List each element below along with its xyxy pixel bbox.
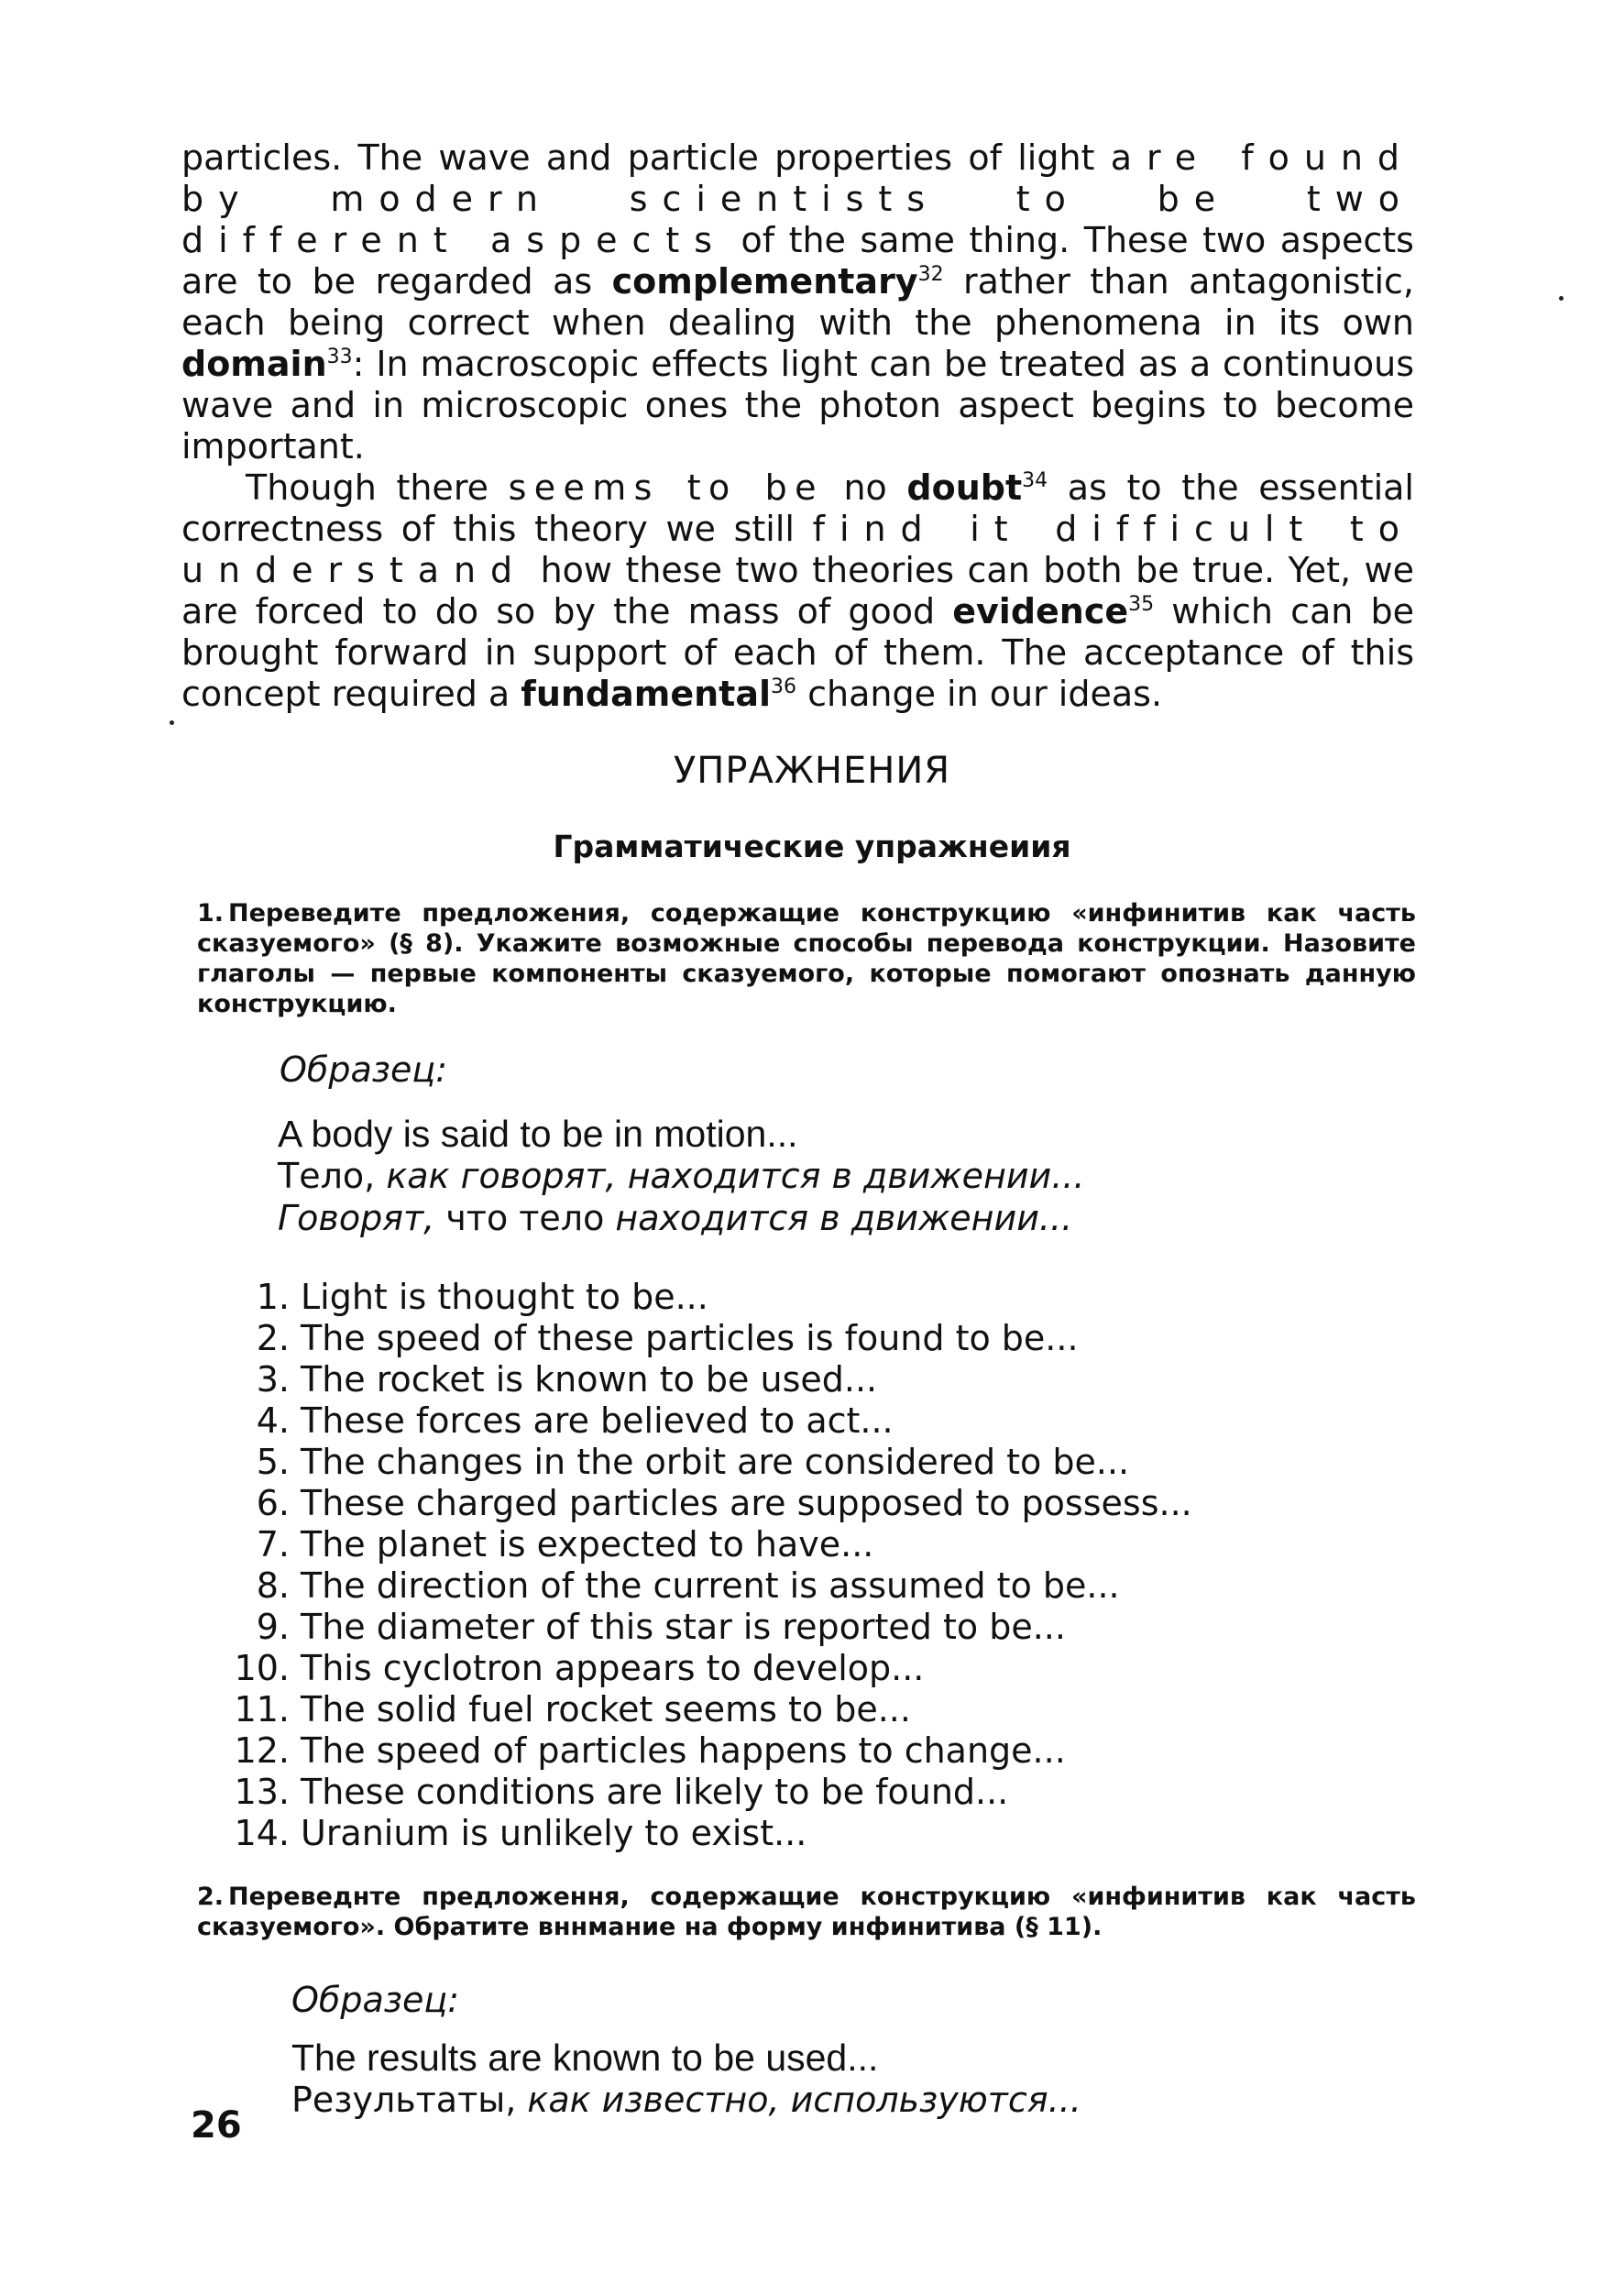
exercise-text: The direction of the current is assumed to be...	[301, 1565, 1120, 1606]
print-speck	[1559, 296, 1564, 301]
exercise-text: Light is thought to be...	[301, 1277, 708, 1317]
sample-translation: Результаты, как известно, используются...	[291, 2080, 1081, 2120]
paragraph-2: Though there seems to be no doubt$^{34}$ as to the essential correctness of this theory we still find it difficult to understand how these two theories can both be true. Yet, we are forced to do so by the mass of good evidence$^{35}$ which can be brought forward in support of each of them. The acceptance of this concept required a fundamental$^{36}$ change in our ideas.	[181, 467, 1414, 714]
body-text	[181, 137, 1414, 715]
task-number: 2.	[197, 1883, 225, 1911]
exercise-item	[220, 1524, 1192, 1565]
exercise-number: 7.	[256, 1524, 290, 1565]
exercise-text: These forces are believed to act...	[301, 1400, 894, 1441]
exercise-text: These conditions are likely to be found...	[301, 1772, 1009, 1812]
exercise-item	[220, 1400, 1192, 1442]
exercise-item	[220, 1483, 1192, 1524]
exercise-number: 2.	[256, 1318, 290, 1358]
exercise-item	[220, 1648, 1192, 1689]
exercise-text: This cyclotron appears to develop...	[301, 1648, 925, 1688]
exercise-number: 5.	[256, 1442, 290, 1482]
exercise-number: 14.	[234, 1813, 290, 1853]
sample-example	[278, 1113, 1084, 1239]
exercise-text: The speed of these particles is found to be...	[301, 1318, 1079, 1358]
exercise-item	[220, 1607, 1192, 1648]
term-evidence: evidence	[952, 591, 1129, 631]
exercise-text: The speed of particles happens to change...	[301, 1730, 1066, 1771]
exercise-item	[220, 1565, 1192, 1607]
exercise-text: The planet is expected to have...	[301, 1524, 874, 1565]
sample-label: Образец:	[291, 1980, 460, 2020]
exercise-number: 1.	[256, 1277, 290, 1317]
task-number: 1.	[197, 899, 225, 928]
page-number: 26	[191, 2104, 242, 2147]
exercise-item	[220, 1689, 1192, 1730]
footnote-ref: 34	[1022, 469, 1048, 492]
term-complementary: complementary	[611, 261, 918, 302]
exercise-number: 12.	[234, 1730, 290, 1771]
exercise-number: 8.	[256, 1565, 290, 1606]
exercise-list	[220, 1277, 1192, 1854]
exercise-item	[220, 1442, 1192, 1483]
exercise-item	[220, 1772, 1192, 1813]
exercise-number: 3.	[256, 1359, 290, 1400]
print-speck	[170, 720, 174, 725]
footnote-ref: 32	[917, 263, 944, 286]
exercise-text: Uranium is unlikely to exist...	[301, 1813, 807, 1853]
sample-translation-1: Тело, как говорят, находится в движении...	[278, 1156, 1085, 1196]
exercise-number: 13.	[234, 1772, 290, 1812]
sample-label: Образец:	[280, 1049, 448, 1090]
task-1	[197, 898, 1416, 1019]
exercise-text: The changes in the orbit are considered to be...	[301, 1442, 1130, 1482]
task-2	[197, 1882, 1416, 1942]
exercise-item	[220, 1813, 1192, 1854]
paragraph-1: particles. The wave and particle properties of light are found by modern scientists to be two different aspects of the same thing. These two aspects are to be regarded as complementary$^{32}$ rather than antagonistic, each being correct when dealing with the phenomena in its own domain$^{33}$: In macroscopic effects light can be treated as a continuous wave and in microscopic ones the photon aspect begins to become important.	[181, 137, 1414, 467]
footnote-ref: 35	[1128, 593, 1155, 616]
sample-english: A body is said to be in motion...	[278, 1113, 798, 1155]
term-domain: domain	[181, 344, 327, 384]
exercise-item	[220, 1359, 1192, 1400]
exercise-text: The diameter of this star is reported to be...	[301, 1607, 1066, 1647]
exercise-number: 4.	[256, 1400, 290, 1441]
sample-example	[291, 2037, 1081, 2121]
exercise-item	[220, 1277, 1192, 1318]
exercise-number: 11.	[234, 1689, 290, 1729]
task-instructions: Переведнте предложення, содержащие конструкцию «инфинитив как часть сказуемого». Обратите вннмание на форму инфинитива (§ 11).	[197, 1883, 1416, 1941]
section-subtitle: Грамматические упражнеиия	[553, 829, 1071, 864]
exercise-text: The rocket is known to be used...	[301, 1359, 878, 1400]
exercise-item	[220, 1318, 1192, 1359]
term-fundamental: fundamental	[521, 674, 772, 714]
footnote-ref: 36	[771, 675, 797, 698]
sample-english: The results are known to be used...	[291, 2037, 879, 2079]
section-title: УПРАЖНЕНИЯ	[673, 750, 951, 792]
term-doubt: doubt	[906, 467, 1023, 508]
exercise-text: The solid fuel rocket seems to be...	[301, 1689, 911, 1729]
exercise-number: 9.	[256, 1607, 290, 1647]
footnote-ref: 33	[326, 346, 353, 368]
exercise-number: 10.	[234, 1648, 290, 1688]
exercise-number: 6.	[256, 1483, 290, 1523]
sample-translation-2: Говорят, что тело находится в движении...	[278, 1198, 1073, 1238]
exercise-item	[220, 1730, 1192, 1772]
task-instructions: Переведите предложения, содержащие конструкцию «инфинитив как часть сказуемого» (§ 8). Укажите возможные способы перевода конструкции. Назовите глаголы — первые компоненты сказуемого, которые помогают опознать данную конструкцию.	[197, 899, 1416, 1018]
exercise-text: These charged particles are supposed to possess...	[301, 1483, 1192, 1523]
